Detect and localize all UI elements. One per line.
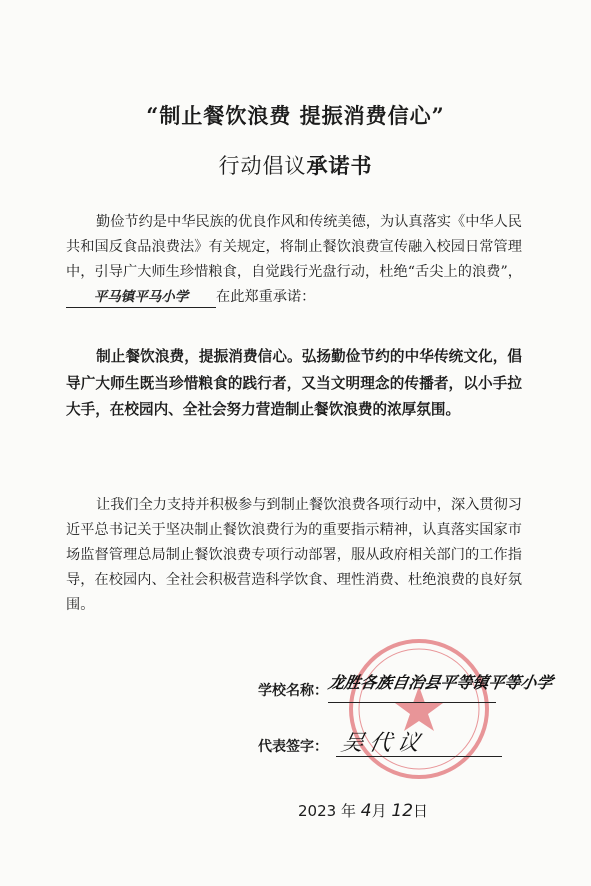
document-date	[298, 800, 428, 821]
representative-label: 代表签字：	[258, 739, 328, 755]
paragraph-intro	[66, 210, 522, 310]
paragraph-commitment	[66, 344, 522, 424]
paragraph-action	[66, 493, 522, 618]
paragraph-intro-text: 勤俭节约是中华民族的优良作风和传统美德，为认真落实《中华人民共和国反食品浪费法》有关规定，将制止餐饮浪费宣传融入校园日常管理中，引导广大师生珍惜粮食，自觉践行光盘行动，杜绝“舌尖上的浪费”，	[66, 214, 522, 280]
date-year: 2023	[298, 802, 337, 820]
representative-line	[336, 756, 502, 757]
subtitle-bold: 承诺书	[306, 153, 373, 178]
paragraph-intro-tail: 在此郑重承诺：	[216, 289, 316, 305]
representative-signature: 吴代议	[338, 731, 429, 756]
paragraph-commitment-text: 制止餐饮浪费，提振消费信心。弘扬勤俭节约的中华传统文化，倡导广大师生既当珍惜粮食的践行者，又当文明理念的传播者，以小手拉大手，在校园内、全社会努力营造制止餐饮浪费的浓厚氛围。	[66, 348, 522, 418]
document-subtitle	[0, 150, 591, 180]
school-name-label: 学校名称：	[258, 683, 328, 699]
date-month-unit: 月	[371, 802, 387, 820]
subtitle-regular: 行动倡议	[218, 154, 307, 178]
school-fill-in: 平马镇平马小学	[66, 287, 216, 308]
official-seal-stamp	[346, 636, 492, 782]
date-month: 4	[360, 801, 372, 821]
date-year-unit: 年	[340, 802, 356, 820]
date-day: 12	[391, 801, 414, 821]
school-name-signature: 龙胜各族自治县平等镇平等小学	[326, 673, 555, 692]
document-title: “制止餐饮浪费 提振消费信心”	[146, 103, 445, 128]
school-name-line	[328, 702, 496, 703]
paragraph-action-text: 让我们全力支持并积极参与到制止餐饮浪费各项行动中，深入贯彻习近平总书记关于坚决制止餐饮浪费行为的重要指示精神，认真落实国家市场监督管理总局制止餐饮浪费专项行动部署，服从政府相关部门的工作指导，在校园内、全社会积极营造科学饮食、理性消费、杜绝浪费的良好氛围。	[66, 497, 522, 613]
date-day-unit: 日	[413, 802, 429, 820]
